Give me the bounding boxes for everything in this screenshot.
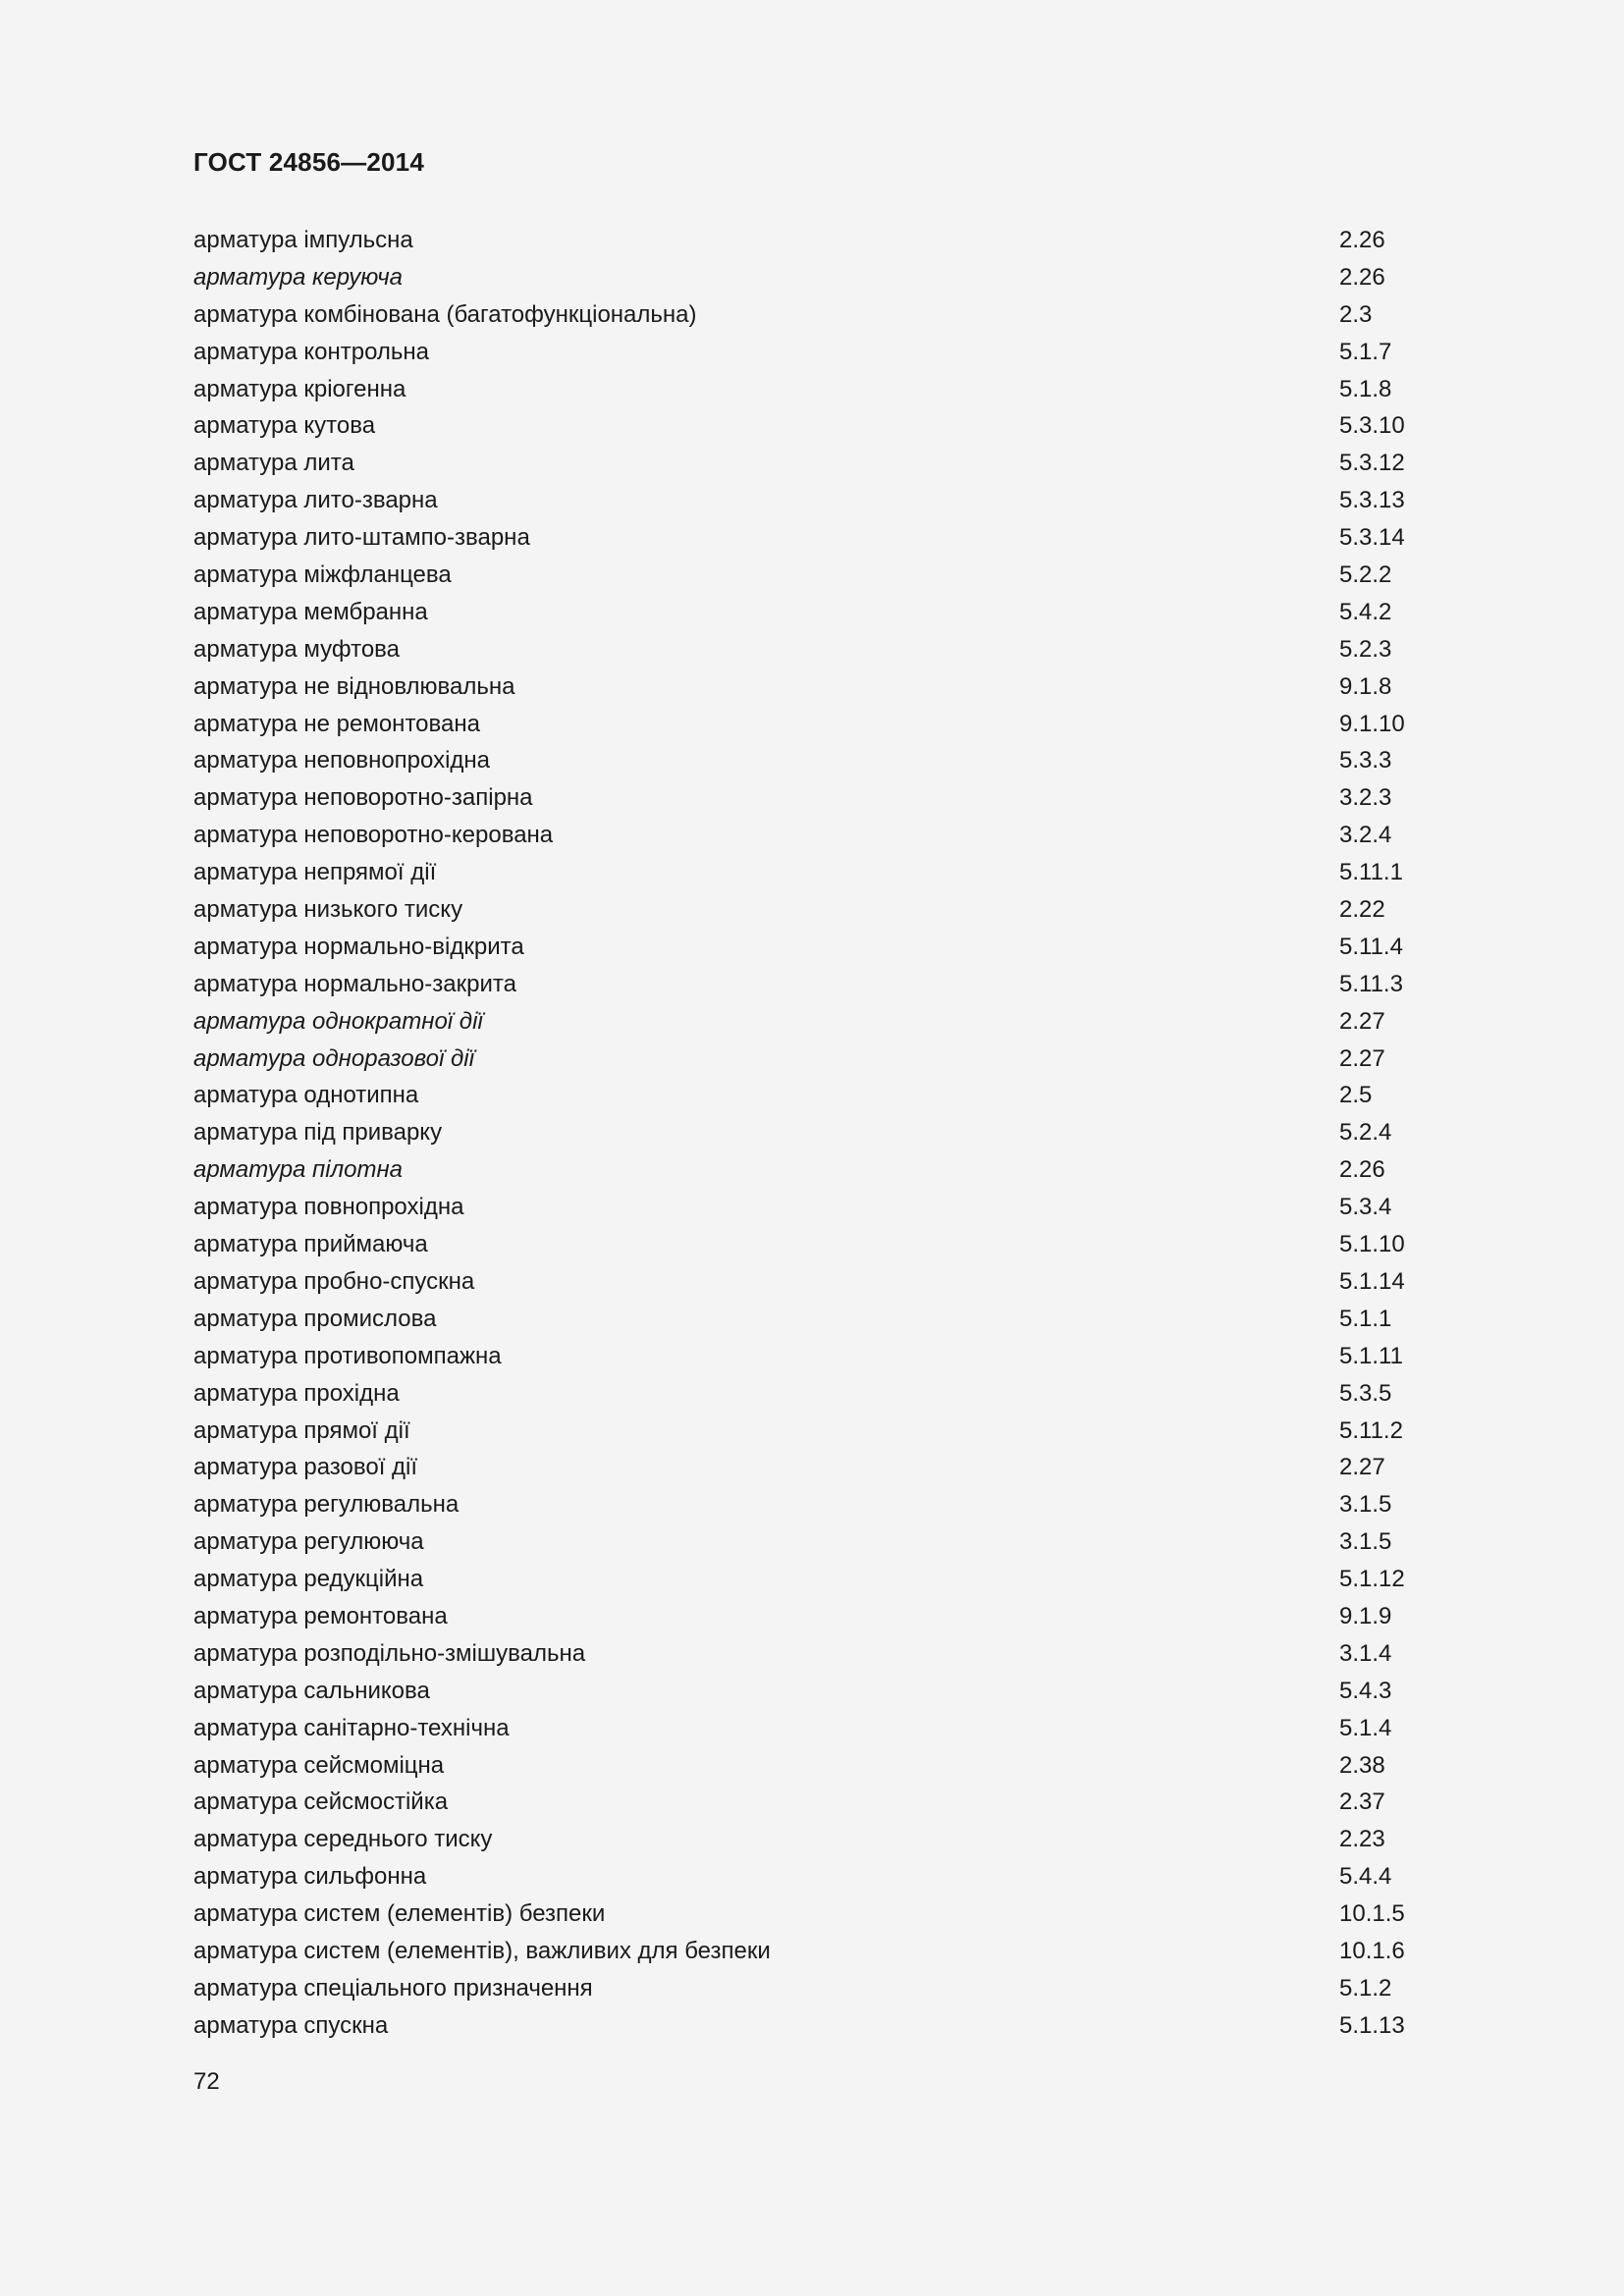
index-term: арматура однотипна xyxy=(193,1082,419,1109)
index-term: арматура одноразової дії xyxy=(193,1044,474,1072)
index-term: арматура комбінована (багатофункціональна) xyxy=(193,300,697,328)
index-entry xyxy=(193,1673,1431,1710)
index-section-ref: 2.38 xyxy=(1339,1751,1385,1779)
index-section-ref: 5.3.14 xyxy=(1339,524,1405,552)
index-entry xyxy=(193,1486,1431,1523)
index-term: арматура не відновлювальна xyxy=(193,672,515,700)
index-term: арматура керуюча xyxy=(193,263,404,291)
index-entry xyxy=(193,557,1431,594)
index-entry xyxy=(193,1301,1431,1338)
index-section-ref: 2.22 xyxy=(1339,896,1385,924)
index-term: арматура нормально-відкрита xyxy=(193,933,524,960)
index-section-ref: 5.3.12 xyxy=(1339,450,1405,477)
index-section-ref: 2.27 xyxy=(1339,1007,1385,1035)
index-section-ref: 5.1.1 xyxy=(1339,1305,1392,1332)
index-entry xyxy=(193,1784,1431,1821)
index-section-ref: 5.4.4 xyxy=(1339,1863,1392,1891)
index-term: арматура міжфланцева xyxy=(193,561,452,589)
index-term: арматура сальникова xyxy=(193,1677,430,1704)
index-entry xyxy=(193,706,1431,743)
index-entry xyxy=(193,1523,1431,1561)
index-section-ref: 5.1.8 xyxy=(1339,375,1392,402)
index-term: арматура регулююча xyxy=(193,1528,424,1556)
index-entry xyxy=(193,1561,1431,1598)
index-entry xyxy=(193,1077,1431,1114)
index-term: арматура неповоротно-керована xyxy=(193,822,554,849)
index-entry xyxy=(193,1189,1431,1226)
index-section-ref: 9.1.9 xyxy=(1339,1602,1392,1629)
index-term: арматура середнього тиску xyxy=(193,1826,493,1853)
index-entry xyxy=(193,445,1431,482)
index-section-ref: 5.1.10 xyxy=(1339,1231,1405,1258)
index-term: арматура нормально-закрита xyxy=(193,970,516,997)
index-section-ref: 5.2.4 xyxy=(1339,1119,1392,1147)
index-term: арматура розподільно-змішувальна xyxy=(193,1639,586,1667)
index-section-ref: 2.3 xyxy=(1339,300,1373,328)
page-title: ГОСТ 24856—2014 xyxy=(193,147,424,177)
index-section-ref: 5.11.4 xyxy=(1339,933,1403,960)
index-entry xyxy=(193,817,1431,854)
index-entry xyxy=(193,1114,1431,1151)
index-section-ref: 9.1.8 xyxy=(1339,672,1392,700)
index-section-ref: 2.26 xyxy=(1339,1156,1385,1184)
index-term: арматура сейсмостійка xyxy=(193,1789,449,1816)
page-number: 72 xyxy=(193,2068,220,2095)
index-term: арматура непрямої дії xyxy=(193,859,437,886)
index-term: арматура неповоротно-запірна xyxy=(193,784,533,812)
index-term: арматура лита xyxy=(193,450,354,477)
index-section-ref: 2.27 xyxy=(1339,1454,1385,1481)
index-term: арматура сейсмоміцна xyxy=(193,1751,445,1779)
index-section-ref: 5.1.12 xyxy=(1339,1566,1405,1593)
index-entry xyxy=(193,891,1431,929)
index-term: арматура систем (елементів), важливих для безпеки xyxy=(193,1937,771,1964)
index-section-ref: 5.3.5 xyxy=(1339,1379,1392,1407)
term-index-list xyxy=(193,222,1431,2045)
index-entry xyxy=(193,966,1431,1003)
index-entry xyxy=(193,1933,1431,1970)
index-entry xyxy=(193,854,1431,891)
index-term: арматура під приварку xyxy=(193,1119,443,1147)
index-entry xyxy=(193,1375,1431,1413)
index-term: арматура низького тиску xyxy=(193,896,463,924)
index-section-ref: 2.37 xyxy=(1339,1789,1385,1816)
index-section-ref: 5.1.4 xyxy=(1339,1714,1392,1741)
index-entry xyxy=(193,1003,1431,1041)
index-section-ref: 2.27 xyxy=(1339,1044,1385,1072)
index-term: арматура муфтова xyxy=(193,635,400,663)
index-term: арматура противопомпажна xyxy=(193,1342,502,1369)
index-entry xyxy=(193,371,1431,408)
index-term: арматура приймаюча xyxy=(193,1231,428,1258)
index-section-ref: 10.1.5 xyxy=(1339,1900,1405,1928)
index-term: арматура пробно-спускна xyxy=(193,1267,475,1295)
index-entry xyxy=(193,2007,1431,2045)
index-term: арматура імпульсна xyxy=(193,227,413,253)
index-section-ref: 5.11.1 xyxy=(1339,859,1403,886)
index-section-ref: 3.1.5 xyxy=(1339,1528,1392,1556)
index-section-ref: 5.4.3 xyxy=(1339,1677,1392,1704)
index-entry xyxy=(193,1598,1431,1635)
index-section-ref: 5.4.2 xyxy=(1339,598,1392,625)
index-term: арматура мембранна xyxy=(193,598,428,625)
index-section-ref: 3.2.3 xyxy=(1339,784,1392,812)
index-term: арматура прохідна xyxy=(193,1379,400,1407)
index-entry xyxy=(193,1896,1431,1933)
index-term: арматура кріогенна xyxy=(193,375,406,402)
index-term: арматура регулювальна xyxy=(193,1491,460,1519)
index-entry xyxy=(193,1635,1431,1673)
index-section-ref: 5.11.2 xyxy=(1339,1416,1403,1444)
index-term: арматура спеціального призначення xyxy=(193,1974,593,2002)
index-section-ref: 5.11.3 xyxy=(1339,970,1403,997)
index-entry xyxy=(193,1151,1431,1189)
index-section-ref: 3.1.4 xyxy=(1339,1639,1392,1667)
index-entry xyxy=(193,779,1431,817)
index-section-ref: 3.1.5 xyxy=(1339,1491,1392,1519)
index-term: арматура сильфонна xyxy=(193,1863,427,1891)
index-entry xyxy=(193,1449,1431,1486)
index-entry xyxy=(193,1338,1431,1375)
index-entry xyxy=(193,594,1431,631)
index-entry xyxy=(193,1413,1431,1450)
index-term: арматура редукційна xyxy=(193,1566,424,1593)
index-entry xyxy=(193,1710,1431,1747)
index-entry xyxy=(193,1858,1431,1896)
index-section-ref: 5.3.4 xyxy=(1339,1194,1392,1221)
index-entry xyxy=(193,742,1431,779)
index-term: арматура ремонтована xyxy=(193,1602,448,1629)
index-section-ref: 5.1.2 xyxy=(1339,1974,1392,2002)
index-section-ref: 5.3.10 xyxy=(1339,412,1405,440)
index-entry xyxy=(193,631,1431,668)
index-term: арматура пілотна xyxy=(193,1156,404,1184)
index-section-ref: 2.5 xyxy=(1339,1082,1373,1109)
index-section-ref: 5.2.3 xyxy=(1339,635,1392,663)
index-term: арматура систем (елементів) безпеки xyxy=(193,1900,606,1928)
index-term: арматура лито-штампо-зварна xyxy=(193,524,530,552)
index-term: арматура санітарно-технічна xyxy=(193,1714,510,1741)
index-section-ref: 5.1.14 xyxy=(1339,1267,1405,1295)
index-term: арматура разової дії xyxy=(193,1454,418,1481)
index-section-ref: 5.2.2 xyxy=(1339,561,1392,589)
index-entry xyxy=(193,222,1431,259)
index-term: арматура контрольна xyxy=(193,338,430,365)
index-term: арматура неповнопрохідна xyxy=(193,747,491,774)
index-term: арматура спускна xyxy=(193,2011,389,2039)
index-entry xyxy=(193,1821,1431,1858)
index-term: арматура повнопрохідна xyxy=(193,1194,464,1221)
index-entry xyxy=(193,929,1431,966)
index-entry xyxy=(193,1263,1431,1301)
index-entry xyxy=(193,259,1431,296)
index-entry xyxy=(193,482,1431,519)
index-section-ref: 2.26 xyxy=(1339,227,1385,253)
index-entry xyxy=(193,334,1431,371)
index-entry xyxy=(193,519,1431,557)
index-section-ref: 2.23 xyxy=(1339,1826,1385,1853)
index-section-ref: 2.26 xyxy=(1339,263,1385,291)
index-section-ref: 5.3.13 xyxy=(1339,487,1405,514)
index-entry xyxy=(193,1747,1431,1785)
index-entry xyxy=(193,407,1431,445)
index-entry xyxy=(193,1226,1431,1263)
index-entry xyxy=(193,296,1431,334)
index-term: арматура не ремонтована xyxy=(193,710,480,737)
index-section-ref: 5.1.7 xyxy=(1339,338,1392,365)
index-term: арматура промислова xyxy=(193,1305,437,1332)
index-section-ref: 5.1.11 xyxy=(1339,1342,1403,1369)
index-section-ref: 10.1.6 xyxy=(1339,1937,1405,1964)
index-section-ref: 5.1.13 xyxy=(1339,2011,1405,2039)
index-term: арматура прямої дії xyxy=(193,1416,410,1444)
index-section-ref: 9.1.10 xyxy=(1339,710,1405,737)
index-entry xyxy=(193,1041,1431,1078)
index-section-ref: 3.2.4 xyxy=(1339,822,1392,849)
index-entry xyxy=(193,1970,1431,2007)
index-section-ref: 5.3.3 xyxy=(1339,747,1392,774)
index-term: арматура лито-зварна xyxy=(193,487,438,514)
index-entry xyxy=(193,668,1431,706)
index-term: арматура однократної дії xyxy=(193,1007,483,1035)
index-term: арматура кутова xyxy=(193,412,376,440)
